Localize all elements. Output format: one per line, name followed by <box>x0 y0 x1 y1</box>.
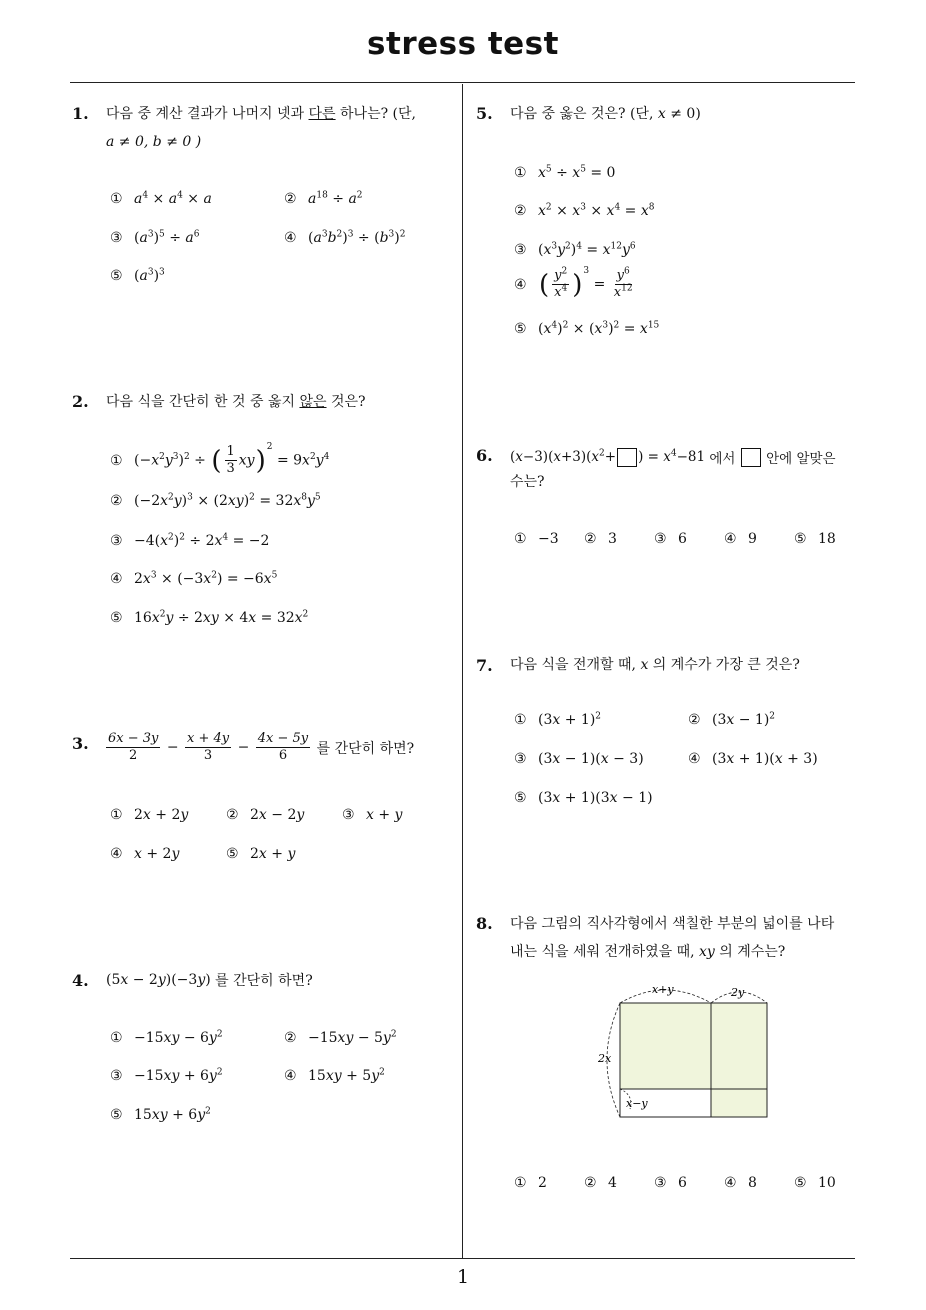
q8-label-top-left: x+y <box>652 983 674 996</box>
q5-mark-1: ① <box>514 165 527 181</box>
footer-divider <box>70 1258 855 1259</box>
q5-stem: 다음 중 옳은 것은? (단, x ≠ 0) <box>510 106 701 122</box>
q4-mark-1: ① <box>110 1030 123 1046</box>
q6-option-3[interactable] <box>654 531 687 547</box>
q8-mark-3: ③ <box>654 1175 667 1191</box>
q2-option-3[interactable]: ③ $-4(x^2)^2 \div 2x^4 = -2$ <box>110 532 270 549</box>
q8-text-line1: 다음 그림의 직사각형에서 색칠한 부분의 넓이를 나타 <box>510 916 835 932</box>
q3-mark-5: ⑤ <box>226 846 239 862</box>
q6-mark-1: ① <box>514 531 527 547</box>
q6-text-b: 안에 알맞은 <box>766 451 836 467</box>
q4-option-4[interactable]: ④ $15xy + 5y^2$ <box>284 1067 385 1084</box>
q6-option-3-value: 6 <box>678 531 687 547</box>
q5-mark-3: ③ <box>514 242 527 258</box>
q1-text-b: 하나는? (단, <box>335 106 416 122</box>
q4-number: 4. <box>72 971 89 990</box>
q6-option-2-value: 3 <box>608 531 617 547</box>
q2-option-2[interactable]: ② $(-2x^2y)^3 \times (2xy)^2 = 32x^8y^5$ <box>110 492 321 509</box>
q6-mark-2: ② <box>584 531 597 547</box>
q7-number: 7. <box>476 656 493 675</box>
q8-mark-2: ② <box>584 1175 597 1191</box>
q7-mark-2: ② <box>688 712 701 728</box>
page-number: 1 <box>456 1266 470 1288</box>
q2-number: 2. <box>72 392 89 411</box>
q6-option-4[interactable] <box>724 531 757 547</box>
q1-option-4[interactable]: ④ $(a^3b^2)^3 \div (b^3)^2$ <box>284 229 406 246</box>
q7-mark-4: ④ <box>688 751 701 767</box>
q7-mark-1: ① <box>514 712 527 728</box>
q2-option-1[interactable]: ① $(-x^2y^3)^2$ ÷ ( $\frac{1}{3}$ $xy)^2 = 9x^2y^4$ <box>110 441 330 476</box>
q8-option-4-value: 8 <box>748 1175 757 1191</box>
q8-label-top-right: 2y <box>731 986 745 999</box>
q8-stem: 다음 그림의 직사각형에서 색칠한 부분의 넓이를 나타 내는 식을 세워 전개하였을 때, xy 의 계수는? <box>510 916 835 960</box>
q4-option-5[interactable]: ⑤ $15xy + 6y^2$ <box>110 1106 211 1123</box>
q8-option-5[interactable] <box>794 1175 836 1191</box>
q8-option-1-value: 2 <box>538 1175 547 1191</box>
q8-option-4[interactable] <box>724 1175 757 1191</box>
q5-mark-4: ④ <box>514 276 527 293</box>
q4-option-3[interactable]: ③ $-15xy + 6y^2$ <box>110 1067 223 1084</box>
q3-option-4[interactable]: ④ x + 2y <box>110 846 180 862</box>
q3-number: 3. <box>72 734 89 753</box>
q8-option-2-value: 4 <box>608 1175 617 1191</box>
q1-mark-5: ⑤ <box>110 268 123 284</box>
q5-mark-2: ② <box>514 203 527 219</box>
q3-option-3[interactable]: ③ x + y <box>342 807 403 823</box>
q7-option-1[interactable]: ① $(3x + 1)^2$ <box>514 711 602 728</box>
q7-stem: 다음 식을 전개할 때, x 의 계수가 가장 큰 것은? <box>510 657 800 673</box>
q8-number: 8. <box>476 914 493 933</box>
q1-option-1[interactable]: ① $a^4 \times a^4 \times a$ <box>110 190 212 207</box>
q8-mark-1: ① <box>514 1175 527 1191</box>
q2-text-underline: 않은 <box>299 394 327 410</box>
q6-stem-line2: 수는? <box>510 474 545 490</box>
q1-text-underline: 다른 <box>308 106 336 122</box>
q6-stem-line1: $(x-3)(x+3)(x^2+$ ) = $x^4-81$ 에서 안에 알맞은 <box>510 448 836 467</box>
q8-rectangle-figure <box>590 975 790 1125</box>
q6-mark-3: ③ <box>654 531 667 547</box>
q1-mark-3: ③ <box>110 230 123 246</box>
q2-mark-1: ① <box>110 452 123 469</box>
q6-mark-4: ④ <box>724 531 737 547</box>
q1-stem <box>106 100 456 156</box>
q7-option-2[interactable]: ② $(3x - 1)^2$ <box>688 711 776 728</box>
q5-option-2[interactable]: ② $x^2 \times x^3 \times x^4 = x^8$ <box>514 202 655 219</box>
q3-option-2[interactable]: ② 2x − 2y <box>226 807 305 823</box>
q4-mark-5: ⑤ <box>110 1107 123 1123</box>
q8-mark-4: ④ <box>724 1175 737 1191</box>
q1-mark-4: ④ <box>284 230 297 246</box>
q4-option-2[interactable]: ② $-15xy - 5y^2$ <box>284 1029 397 1046</box>
q8-shaded-bottom-right <box>711 1089 767 1117</box>
q6-option-1[interactable] <box>514 531 559 547</box>
q1-mark-2: ② <box>284 191 297 207</box>
q2-text-b: 것은? <box>326 394 366 410</box>
q2-mark-4: ④ <box>110 571 123 587</box>
q2-mark-5: ⑤ <box>110 610 123 626</box>
q6-option-5-value: 18 <box>818 531 836 547</box>
q1-option-5[interactable]: ⑤ $(a^3)^3$ <box>110 267 165 284</box>
q6-blank-box <box>617 448 637 467</box>
q7-mark-3: ③ <box>514 751 527 767</box>
q1-number: 1. <box>72 104 89 123</box>
q2-option-5[interactable]: ⑤ $16x^2y \div 2xy \times 4x = 32x^2$ <box>110 609 309 626</box>
q4-text: 를 간단히 하면? <box>215 973 313 989</box>
q1-condition: a ≠ 0, b ≠ 0 ) <box>106 134 202 150</box>
header-divider <box>70 82 855 83</box>
q3-mark-3: ③ <box>342 807 355 823</box>
q1-option-3[interactable]: ③ $(a^3)^5 \div a^6$ <box>110 229 200 246</box>
q3-mark-4: ④ <box>110 846 123 862</box>
q8-label-bottom: x−y <box>626 1097 648 1110</box>
q4-option-1[interactable]: ① $-15xy - 6y^2$ <box>110 1029 223 1046</box>
q7-option-4[interactable]: ④ (3x + 1)(x + 3) <box>688 751 818 767</box>
q8-mark-5: ⑤ <box>794 1175 807 1191</box>
q8-option-3[interactable] <box>654 1175 687 1191</box>
q6-blank-box-2 <box>741 448 761 467</box>
q7-mark-5: ⑤ <box>514 790 527 806</box>
q2-mark-2: ② <box>110 493 123 509</box>
q4-stem: (5x − 2y)(−3y) 를 간단히 하면? <box>106 972 313 989</box>
q3-option-5[interactable]: ⑤ 2x + y <box>226 846 296 862</box>
q7-option-5[interactable]: ⑤ (3x + 1)(3x − 1) <box>514 790 653 806</box>
q7-option-3[interactable]: ③ (3x − 1)(x − 3) <box>514 751 644 767</box>
q3-mark-2: ② <box>226 807 239 823</box>
q8-text-line2a: 내는 식을 세워 전개하였을 때, <box>510 944 699 960</box>
column-divider <box>462 84 463 1258</box>
q4-mark-3: ③ <box>110 1068 123 1084</box>
q3-mark-1: ① <box>110 807 123 823</box>
q7-text-b: 의 계수가 가장 큰 것은? <box>648 657 800 673</box>
q5-option-1[interactable]: ① $x^5 \div x^5 = 0$ <box>514 164 616 181</box>
q6-mark-5: ⑤ <box>794 531 807 547</box>
q5-mark-5: ⑤ <box>514 321 527 337</box>
q1-text-a: 다음 중 계산 결과가 나머지 넷과 <box>106 106 309 122</box>
q5-text: 다음 중 옳은 것은? (단, <box>510 106 658 122</box>
q2-option-4[interactable]: ④ $2x^3 \times (-3x^2) = -6x^5$ <box>110 570 278 587</box>
q8-option-1[interactable] <box>514 1175 547 1191</box>
q2-stem <box>106 388 456 416</box>
q8-option-2[interactable] <box>584 1175 617 1191</box>
q6-option-1-value: −3 <box>538 531 559 547</box>
q2-mark-3: ③ <box>110 533 123 549</box>
q7-text-a: 다음 식을 전개할 때, <box>510 657 641 673</box>
q6-option-5[interactable] <box>794 531 836 547</box>
q8-text-line2b: 의 계수는? <box>719 944 786 960</box>
q3-option-1[interactable]: ① 2x + 2y <box>110 807 189 823</box>
q8-option-3-value: 6 <box>678 1175 687 1191</box>
q6-option-4-value: 9 <box>748 531 757 547</box>
q6-option-2[interactable] <box>584 531 617 547</box>
q2-text-a: 다음 식을 간단히 한 것 중 옳지 <box>106 394 300 410</box>
q6-number: 6. <box>476 446 493 465</box>
q8-option-5-value: 10 <box>818 1175 836 1191</box>
q3-text: 를 간단히 하면? <box>316 740 415 757</box>
q5-option-5[interactable]: ⑤ $(x^4)^2 \times (x^3)^2 = x^{15}$ <box>514 320 660 337</box>
q6-text-a: 에서 <box>709 451 736 467</box>
q8-label-left: 2x <box>598 1052 612 1065</box>
q4-mark-2: ② <box>284 1030 297 1046</box>
q8-shaded-large <box>620 1003 767 1089</box>
q1-option-2[interactable]: ② $a^{18} \div a^2$ <box>284 190 363 207</box>
q3-stem: $\frac{6x - 3y}{2}$ − $\frac{x + 4y}{3}$ − $\frac{4x - 5y}{6}$ 를 간단히 하면? <box>108 731 415 763</box>
q4-mark-4: ④ <box>284 1068 297 1084</box>
q5-option-4[interactable]: ④ ( $\frac{y^2}{x^4}$ )$^3$ = $\frac{y^6}{x^{12}}$ <box>514 265 633 300</box>
q5-number: 5. <box>476 104 493 123</box>
q1-mark-1: ① <box>110 191 123 207</box>
q5-option-3[interactable]: ③ $(x^3y^2)^4 = x^{12}y^6$ <box>514 241 636 258</box>
page-title: stress test <box>367 26 559 62</box>
